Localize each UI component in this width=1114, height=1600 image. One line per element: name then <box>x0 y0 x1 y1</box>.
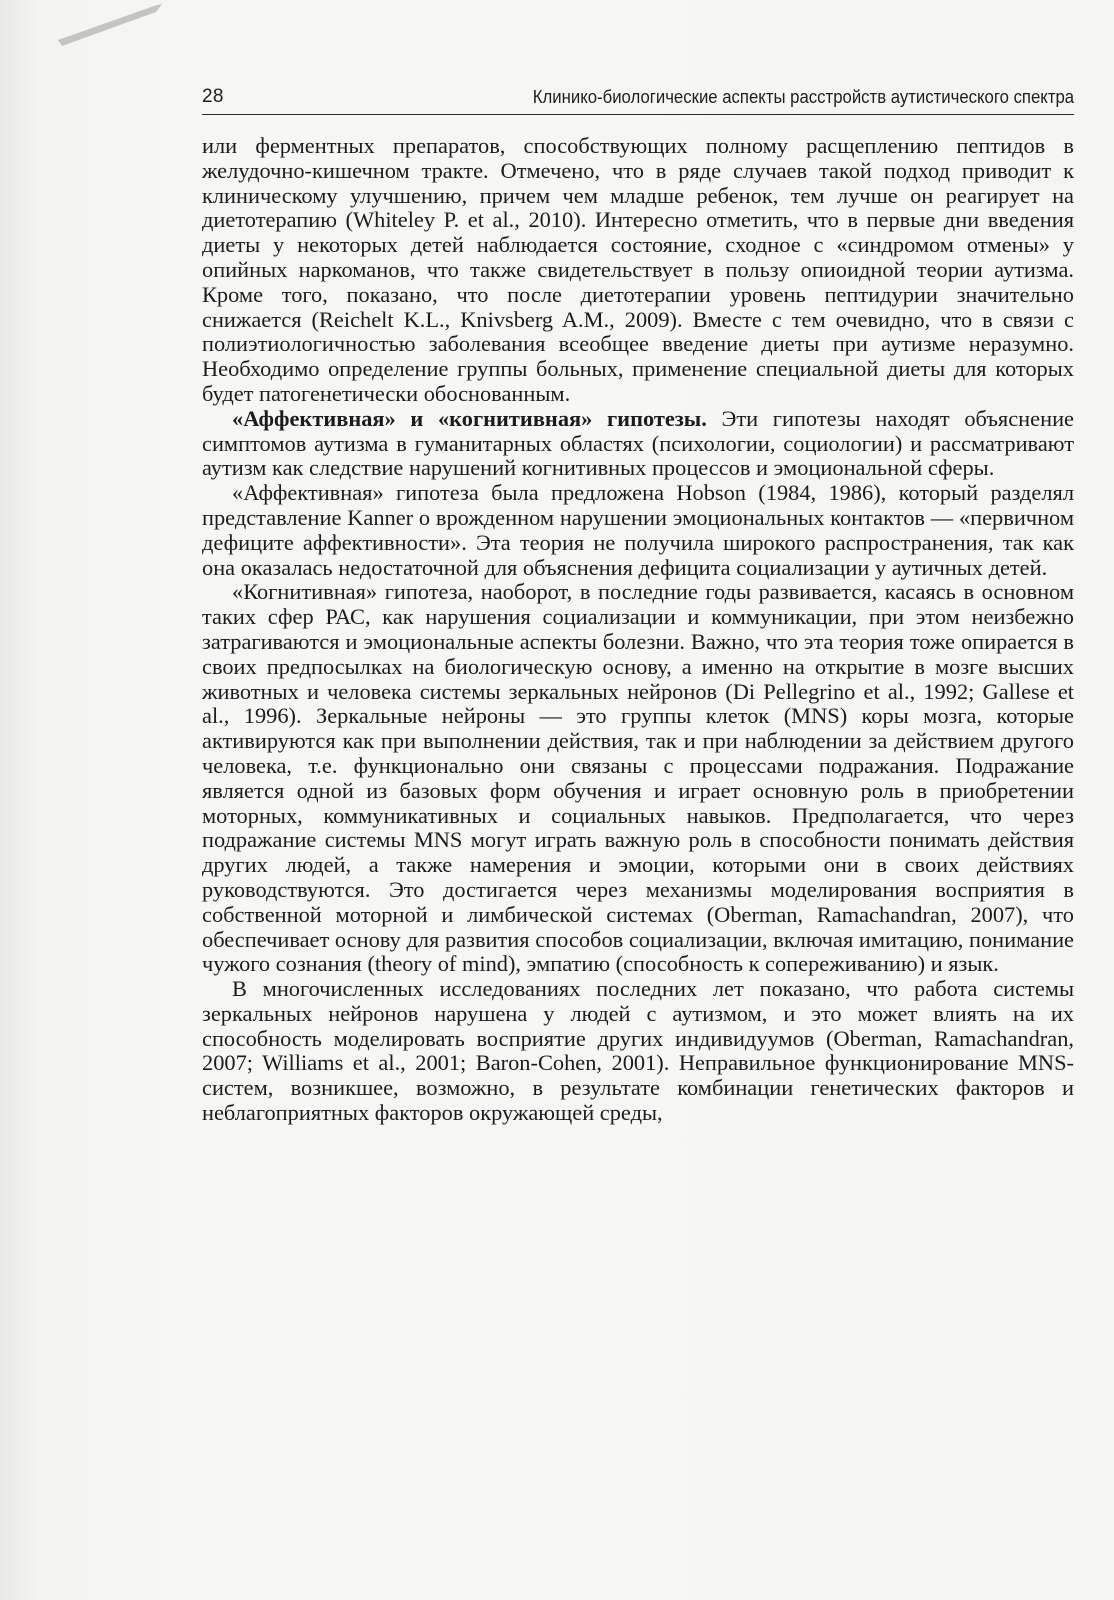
paragraph-2-text: Эти гипотезы находят объяснение симптомов аутизма в гуманитарных областях (психологии, социологии) и рассматривают аутизм как следствие нарушений когнитивных процессов и эмоциональной сферы. <box>202 405 1074 481</box>
paragraph-1: или ферментных препаратов, способствующих полному расщеплению пептидов в желудочно-кишечном тракте. Отмечено, что в ряде случаев такой подход приводит к клиническому улучшению, причем чем младше ребенок, тем лучше он реагирует на диетотерапию (Whiteley P. et al., 2010). Интересно отметить, что в первые дни введения диеты у некоторых детей наблюдается состояние, сходное с «синдромом отмены» у опийных наркоманов, что также свидетельствует в пользу опиоидной теории аутизма. Кроме того, показано, что после диетотерапии уровень пептидурии значительно снижается (Reichelt K.L., Knivsberg A.M., 2009). Вместе с тем очевидно, что в связи с полиэтиологичностью заболевания всеобщее введение диеты при аутизме неразумно. Необходимо определение группы больных, применение специальной диеты для которых будет патогенетически обоснованным. <box>202 133 1074 406</box>
body-text <box>202 134 1074 1126</box>
paragraph-5: В многочисленных исследованиях последних лет показано, что работа системы зеркальных нейронов нарушена у людей с аутизмом, и это может влиять на их способность моделировать восприятие других индивидуумов (Oberman, Ramachandran, 2007; Williams et al., 2001; Baron-Cohen, 2001). Неправильное функционирование MNS-систем, возникшее, возможно, в результате комбинации генетических факторов и неблагоприятных факторов окружающей среды, <box>202 976 1074 1126</box>
paragraph-4: «Когнитивная» гипотеза, наоборот, в последние годы развивается, касаясь в основном таких сфер РАС, как нарушения социализации и коммуникации, при этом неизбежно затрагиваются и эмоциональные аспекты болезни. Важно, что эта теория тоже опирается в своих предпосылках на биологическую основу, а именно на открытие в мозге высших животных и человека системы зеркальных нейронов (Di Pellegrino et al., 1992; Gallese et al., 1996). Зеркальные нейроны — это группы клеток (MNS) коры мозга, которые активируются как при выполнении действия, так и при наблюдении за действием другого человека, т.е. функционально они связаны с процессами подражания. Подражание является одной из базовых форм обучения и играет основную роль в приобретении моторных, коммуникативных и социальных навыков. Предполагается, что через подражание системы MNS могут играть важную роль в способности понимать действия других людей, а также намерения и эмоции, которыми они в своих действиях руководствуются. Это достигается через механизмы моделирования восприятия в собственной моторной и лимбической системах (Oberman, Ramachandran, 2007), что обеспечивает основу для развития способов социализации, включая имитацию, понимание чужого сознания (theory of mind), эмпатию (способность к сопереживанию) и язык. <box>202 579 1074 977</box>
running-title: Клинико-биологические аспекты расстройств аутистического спектра <box>532 87 1074 107</box>
paragraph-3: «Аффективная» гипотеза была предложена Hobson (1984, 1986), который разделял представление Kanner о врожденном нарушении эмоциональных контактов — «первичном дефиците аффективности». Эта теория не получила широкого распространения, так как она оказалась недостаточной для объяснения дефицита социализации у аутичных детей. <box>202 480 1074 580</box>
page-number: 28 <box>202 86 224 107</box>
running-header <box>202 84 1074 115</box>
scan-edge-mark <box>58 0 168 48</box>
runin-heading: «Аффективная» и «когнитивная» гипотезы. <box>232 405 707 431</box>
paragraph-2 <box>202 407 1074 481</box>
